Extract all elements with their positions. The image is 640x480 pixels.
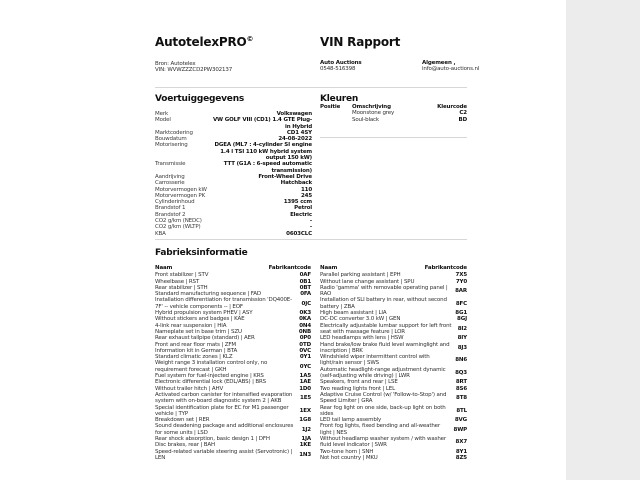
colors-rows bbox=[320, 110, 467, 123]
factory-item-code: 8RT bbox=[455, 379, 467, 386]
company-phone: 0548-516398 bbox=[320, 66, 356, 73]
vehicle-row bbox=[155, 117, 312, 130]
vehicle-label: CO2 g/km (WLTP) bbox=[155, 224, 201, 231]
vehicle-row bbox=[155, 231, 312, 237]
factory-item-code: 8Q3 bbox=[455, 369, 467, 376]
factory-item-code: 1A5 bbox=[299, 373, 311, 380]
vehicle-label: Brandstof 1 bbox=[155, 205, 186, 212]
header-divider bbox=[155, 87, 467, 88]
viewer-background bbox=[566, 0, 640, 480]
factory-item-name: Disc brakes, rear | BAH bbox=[155, 442, 215, 449]
source-line: Bron: Autotelex bbox=[155, 61, 196, 67]
factory-item-code: 0YC bbox=[299, 363, 311, 370]
vehicle-label: Model bbox=[155, 117, 171, 124]
factory-row bbox=[320, 323, 467, 336]
factory-row bbox=[155, 392, 311, 405]
contact-name: Algemeen , bbox=[422, 60, 456, 66]
factory-item-name: Without stickers and badges | KAE bbox=[155, 316, 245, 323]
factory-item-code: 8WP bbox=[453, 426, 467, 433]
vehicle-value: DGEA (ML7 : 4-cylinder SI engine 1.4 l TSI 110 kW hybrid system output 150 kW) bbox=[214, 142, 312, 162]
factory-item-name: Installation of SLI battery in rear, without second battery | ZBA bbox=[320, 297, 447, 310]
source-block bbox=[155, 61, 232, 74]
factory-item-name: Without trailer hitch | AHV bbox=[155, 385, 224, 392]
factory-item-name: Electronic differential lock (EDL/ABS) | BRS bbox=[155, 379, 267, 386]
factory-item-name: Parallel parking assistant | EPH bbox=[320, 272, 401, 279]
factory-table-right bbox=[320, 265, 467, 461]
factory-item-code: 0AF bbox=[299, 272, 311, 279]
factory-item-code: 8TL bbox=[456, 407, 467, 414]
colors-table-divider bbox=[320, 137, 467, 138]
factory-item-name: Wheelbase | RST bbox=[155, 278, 200, 285]
factory-item-name: LED headlamps with lens | HSW bbox=[320, 335, 404, 342]
factory-item-name: Two reading lights front | LEL bbox=[320, 385, 396, 392]
vehicle-value: 110 bbox=[300, 186, 312, 193]
vehicle-label: Motorisering bbox=[155, 142, 188, 149]
factory-item-code: 8S6 bbox=[455, 385, 467, 392]
vehicle-row bbox=[155, 161, 312, 174]
factory-item-name: Two-tone horn | SNH bbox=[320, 448, 374, 455]
factory-item-code: 1EX bbox=[299, 407, 311, 414]
factory-item-name: Front fog lights, fixed bending and all-weather light | NES bbox=[320, 423, 441, 436]
vehicle-label: Bouwdatum bbox=[155, 136, 187, 143]
color-kleurcode: BD bbox=[458, 116, 467, 123]
contact-email: info@auto-auctions.nl bbox=[422, 66, 480, 73]
company-block bbox=[320, 60, 361, 73]
factory-item-code: 1AE bbox=[299, 379, 311, 386]
factory-row bbox=[320, 297, 467, 310]
factory-item-code: 8X7 bbox=[455, 439, 467, 446]
factory-item-name: LED tail lamp assembly bbox=[320, 417, 382, 424]
factory-right-code-header: Fabrikantcode bbox=[424, 265, 467, 271]
factory-item-name: Breakdown set | RER bbox=[155, 417, 210, 424]
factory-item-name: 4-link rear suspension | HIA bbox=[155, 322, 227, 329]
vehicle-value: Volkswagen bbox=[276, 111, 312, 117]
factory-item-name: Hybrid propulsion system PHEV | ASY bbox=[155, 310, 253, 317]
factory-item-name: Weight range 3 installation control only, no requirement forecast | GKH bbox=[155, 360, 268, 373]
factory-item-code: 7Y0 bbox=[455, 278, 467, 285]
vehicle-label: Carrosserie bbox=[155, 180, 185, 187]
factory-item-name: Activated carbon canister for intensified evaporation system with on-board diagnostic system 2 | AKB bbox=[155, 391, 293, 405]
factory-item-name: High beam assistant | LIA bbox=[320, 310, 387, 317]
color-omschrijving: Moonstone grey bbox=[352, 110, 395, 117]
factory-left-code-header: Fabrikantcode bbox=[268, 265, 311, 271]
factory-item-code: 8GJ bbox=[457, 316, 467, 323]
factory-item-code: 8N6 bbox=[455, 357, 467, 364]
section-title-colors: Kleuren bbox=[320, 94, 359, 104]
factory-item-code: 8VG bbox=[454, 417, 467, 424]
vehicle-row bbox=[155, 142, 312, 161]
vehicle-value: Hatchback bbox=[280, 180, 312, 187]
factory-row bbox=[320, 285, 467, 298]
factory-item-code: 0N4 bbox=[299, 322, 311, 329]
factory-item-code: 8FC bbox=[455, 300, 467, 307]
factory-item-name: Nameplate set in base trim | SZU bbox=[155, 328, 242, 335]
factory-item-name: Adaptive Cruise Control (w/ 'Follow-to-Stop') and Speed Limiter | GRA bbox=[320, 391, 447, 405]
colors-header-positie: Positie bbox=[320, 104, 341, 110]
factory-item-code: 1E5 bbox=[300, 395, 311, 402]
factory-item-name: Information kit in German | BTA bbox=[155, 347, 238, 354]
vehicle-label: Cylinderinhoud bbox=[155, 199, 195, 206]
factory-item-code: 8J3 bbox=[457, 344, 467, 351]
vehicle-label: Marktcodering bbox=[155, 129, 193, 136]
factory-item-code: 1N3 bbox=[299, 451, 311, 458]
vehicle-value: Electric bbox=[290, 211, 312, 218]
factory-row bbox=[320, 392, 467, 405]
factory-item-code: 8Z5 bbox=[455, 454, 467, 461]
factory-item-name: Installation differentiation for transmission 'DQ400E-7F' -- vehicle components -- | EOF bbox=[155, 297, 292, 310]
factory-row bbox=[155, 360, 311, 373]
colors-header-omschrijving: Omschrijving bbox=[352, 104, 391, 110]
factory-item-name: Speakers, front and rear | LSE bbox=[320, 379, 398, 386]
factory-row bbox=[320, 367, 467, 380]
factory-item-name: Rear stabilizer | STH bbox=[155, 284, 208, 291]
vehicle-label: KBA bbox=[155, 230, 166, 237]
vehicle-value: 245 bbox=[300, 192, 312, 199]
factory-item-name: Standard manufacturing sequence | FAD bbox=[155, 291, 261, 298]
factory-left-name-header: Naam bbox=[155, 265, 173, 271]
factory-item-name: Without headlamp washer system / with washer fluid level indicator | SWR bbox=[320, 436, 446, 449]
vehicle-label: Transmissie bbox=[155, 161, 186, 168]
factory-item-code: 0NB bbox=[298, 328, 311, 335]
factory-item-code: 0BT bbox=[299, 284, 311, 291]
factory-item-code: 8I2 bbox=[457, 325, 467, 332]
factory-item-name: Front and rear floor mats | ZFM bbox=[155, 341, 236, 348]
factory-item-name: DC-DC converter 3.0 kW | GEN bbox=[320, 316, 401, 323]
factory-item-name: Speed-related variable steering assist (Servotronic) | LEN bbox=[155, 448, 293, 461]
report-title: VIN Rapport bbox=[320, 35, 401, 49]
vehicle-table bbox=[155, 111, 312, 237]
brand-title bbox=[155, 35, 253, 49]
factory-row bbox=[155, 423, 311, 436]
factory-item-name: Radio 'gamma' with removable operating panel | RAO bbox=[320, 284, 448, 298]
factory-item-name: Front stabilizer | STV bbox=[155, 272, 209, 279]
factory-row bbox=[320, 436, 467, 449]
section-title-vehicle: Voertuiggegevens bbox=[155, 94, 245, 104]
factory-item-name: Hand brake/low brake fluid level warninglight and inscription | BRK bbox=[320, 341, 450, 354]
factory-item-code: 8G1 bbox=[455, 310, 467, 317]
vehicle-value: Front-Wheel Drive bbox=[258, 173, 312, 180]
factory-item-code: 0VC bbox=[299, 347, 311, 354]
factory-item-code: 0B1 bbox=[299, 278, 311, 285]
factory-right-name-header: Naam bbox=[320, 265, 338, 271]
factory-item-name: Electrically adjustable lumbar support for left front seat with massage feature | LOR bbox=[320, 322, 452, 335]
company-name: Auto Auctions bbox=[320, 60, 362, 66]
factory-item-code: 1G8 bbox=[299, 417, 311, 424]
vehicle-value: TTT (G1A : 6-speed automatic transmission) bbox=[223, 161, 312, 174]
vehicle-value: - bbox=[309, 224, 312, 231]
factory-right-header bbox=[320, 265, 467, 271]
factory-row bbox=[320, 455, 467, 461]
factory-item-name: Sound deadening package and additional enclosures for some units | LSD bbox=[155, 423, 294, 436]
factory-item-code: 0FA bbox=[300, 291, 311, 298]
factory-row bbox=[155, 297, 311, 310]
vin-line: VIN: WVWZZZCD2PW302137 bbox=[155, 67, 233, 74]
section-title-factory: Fabrieksinformatie bbox=[155, 248, 248, 258]
brand-name: AutotelexPRO bbox=[155, 35, 247, 49]
vehicle-value: 24-08-2022 bbox=[278, 136, 312, 143]
factory-left-rows bbox=[155, 272, 311, 461]
vehicle-label: Merk bbox=[155, 111, 168, 117]
colors-header-kleurcode: Kleurcode bbox=[437, 104, 467, 110]
vehicle-value: 0603CLC bbox=[286, 230, 312, 237]
factory-item-code: 1D0 bbox=[299, 385, 311, 392]
factory-item-code: 0P0 bbox=[299, 335, 311, 342]
vehicle-label: Motorvermogen PK bbox=[155, 192, 206, 199]
vehicle-value: - bbox=[309, 218, 312, 225]
factory-item-code: 0TD bbox=[299, 341, 311, 348]
factory-item-name: Rear shock absorption, basic design 1 | DFH bbox=[155, 436, 270, 443]
factory-left-header bbox=[155, 265, 311, 271]
factory-item-code: 8AR bbox=[455, 288, 467, 295]
factory-right-rows bbox=[320, 272, 467, 461]
vehicle-value: CD1 4SY bbox=[286, 129, 312, 136]
factory-item-name: Standard climatic zones | KLZ bbox=[155, 354, 233, 361]
factory-item-code: 1J2 bbox=[301, 426, 311, 433]
color-row bbox=[320, 117, 467, 123]
factory-item-name: Special identification plate for EC for M1 passenger vehicle | TYP bbox=[155, 404, 289, 417]
factory-table-left bbox=[155, 265, 311, 461]
factory-item-name: Without lane change assistant | SPU bbox=[320, 278, 415, 285]
factory-row bbox=[320, 423, 467, 436]
factory-item-code: 0Y1 bbox=[299, 354, 311, 361]
factory-item-name: Not hot country | MKU bbox=[320, 454, 378, 461]
vehicle-label: CO2 g/km (NEDC) bbox=[155, 218, 202, 225]
factory-item-code: 1JA bbox=[301, 436, 311, 443]
factory-item-code: 1KE bbox=[299, 442, 311, 449]
color-kleurcode: C2 bbox=[459, 110, 467, 117]
factory-row bbox=[320, 342, 467, 355]
factory-row bbox=[155, 405, 311, 418]
factory-item-code: 0KA bbox=[299, 316, 311, 323]
factory-item-code: 7X5 bbox=[455, 272, 467, 279]
factory-item-code: 8IY bbox=[457, 335, 467, 342]
vehicle-value: 1395 ccm bbox=[283, 199, 312, 206]
color-positie bbox=[320, 117, 352, 123]
copyright-mark: © bbox=[246, 35, 254, 43]
factory-item-code: 8T8 bbox=[456, 395, 467, 402]
factory-item-name: Rear exhaust tailpipe (standard) | AER bbox=[155, 335, 255, 342]
vehicle-label: Brandstof 2 bbox=[155, 211, 186, 218]
color-omschrijving: Soul-black bbox=[352, 116, 379, 123]
factory-row bbox=[320, 405, 467, 418]
factory-item-code: 0JC bbox=[301, 300, 311, 307]
factory-item-name: Fuel system for fuel-injected engine | KRS bbox=[155, 373, 264, 380]
factory-item-name: Automatic headlight-range adjustment dynamic (self-adjusting while driving) | LWR bbox=[320, 366, 446, 380]
factory-item-name: Rear fog light on one side, back-up light on both sides bbox=[320, 404, 446, 417]
section-divider bbox=[155, 239, 467, 240]
vehicle-value: Petrol bbox=[294, 205, 312, 212]
factory-row bbox=[320, 354, 467, 367]
vehicle-label: Aandrijving bbox=[155, 173, 185, 180]
factory-item-code: 8Y1 bbox=[455, 448, 467, 455]
vehicle-label: Motorvermogen kW bbox=[155, 186, 207, 193]
contact-block bbox=[422, 60, 479, 73]
factory-item-code: 0K3 bbox=[299, 310, 311, 317]
vehicle-value: VW GOLF VIII (CD1) 1.4 GTE Plug-in Hybrid bbox=[212, 117, 312, 130]
factory-item-name: Windshield wiper intermittent control with light/rain sensor | SWS bbox=[320, 354, 430, 367]
colors-table bbox=[320, 104, 467, 123]
factory-row bbox=[155, 449, 311, 462]
